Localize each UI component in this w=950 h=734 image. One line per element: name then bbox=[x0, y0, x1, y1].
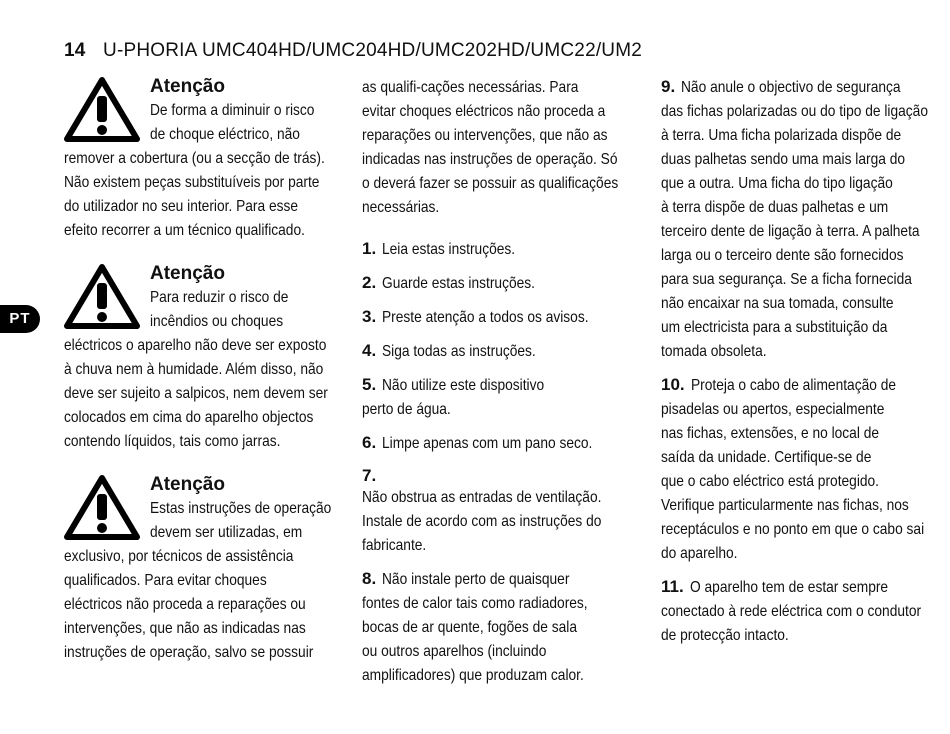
instruction-text-line: que o cabo eléctrico está protegido. bbox=[661, 473, 880, 490]
instruction-text-line: que a outra. Uma ficha do tipo ligação bbox=[661, 175, 893, 192]
warning-title: Atenção bbox=[150, 474, 225, 495]
instruction-number: 1. bbox=[362, 239, 377, 258]
warning-text-line: contendo líquidos, tais como jarras. bbox=[64, 433, 281, 450]
instruction-text-line: conectado à rede eléctrica com o condutor bbox=[661, 603, 922, 620]
text-line: indicadas nas instruções de operação. Só bbox=[362, 151, 618, 168]
warning-header bbox=[64, 263, 339, 334]
instruction-item bbox=[362, 306, 637, 330]
instruction-first-line bbox=[661, 374, 943, 398]
warning-text-line: qualificados. Para evitar choques bbox=[64, 572, 267, 589]
instruction-first-line bbox=[362, 374, 637, 398]
instruction-first-line bbox=[362, 340, 637, 364]
instruction-text-line: Não instale perto de quaisquer bbox=[382, 571, 570, 588]
instruction-first-line bbox=[362, 568, 637, 592]
instruction-number: 9. bbox=[661, 77, 676, 96]
instruction-number: 11. bbox=[661, 577, 684, 596]
instruction-item bbox=[362, 340, 637, 364]
instruction-text-line: Não anule o objectivo de segurança bbox=[681, 79, 901, 96]
instruction-text-line: não encaixar na sua tomada, consulte bbox=[661, 295, 894, 312]
instruction-text-line: duas palhetas sendo uma mais larga do bbox=[661, 151, 906, 168]
text-line: evitar choques eléctricos não proceda a bbox=[362, 103, 606, 120]
instruction-text-line: Verifique particularmente nas fichas, nos bbox=[661, 497, 909, 514]
instruction-text-line: Não utilize este dispositivo bbox=[382, 377, 545, 394]
instruction-text-line: O aparelho tem de estar sempre bbox=[689, 579, 888, 596]
page-number: 14 bbox=[64, 40, 86, 61]
instruction-item bbox=[362, 432, 637, 456]
warning-text-line: incêndios ou choques bbox=[150, 313, 284, 330]
language-tab: PT bbox=[0, 305, 40, 333]
instruction-text-line: ou outros aparelhos (incluindo bbox=[362, 643, 547, 660]
instruction-first-line bbox=[362, 272, 637, 296]
instruction-text-line: perto de água. bbox=[362, 401, 451, 418]
instruction-text-line: pisadelas ou apertos, especialmente bbox=[661, 401, 885, 418]
instruction-text-line: amplificadores) que produzam calor. bbox=[362, 667, 584, 684]
warning-text-line: devem ser utilizadas, em bbox=[150, 524, 303, 541]
instruction-number: 8. bbox=[362, 569, 377, 588]
instruction-text-line: larga ou o terceiro dente são fornecidos bbox=[661, 247, 904, 264]
instruction-text-line: receptáculos e no ponto em que o cabo sai bbox=[661, 521, 925, 538]
instruction-text-line: tomada obsoleta. bbox=[661, 343, 767, 360]
instruction-text-line: um electricista para a substituição da bbox=[661, 319, 888, 336]
warning-text-line: Estas instruções de operação bbox=[150, 500, 332, 517]
warning-text-line: remover a cobertura (ou a secção de trás). bbox=[64, 150, 325, 167]
warning-header bbox=[64, 474, 339, 545]
instruction-number: 7. bbox=[362, 466, 377, 485]
instruction-text-line: bocas de ar quente, fogões de sala bbox=[362, 619, 577, 636]
instruction-text-line: fontes de calor tais como radiadores, bbox=[362, 595, 588, 612]
instruction-item bbox=[661, 374, 943, 566]
instruction-number: 3. bbox=[362, 307, 377, 326]
instruction-text-line: do aparelho. bbox=[661, 545, 738, 562]
warning-text-line: instruções de operação, salvo se possuir bbox=[64, 644, 314, 661]
instruction-first-line bbox=[661, 576, 943, 600]
column-3 bbox=[661, 76, 943, 648]
warning-text-line: intervenções, que não as indicadas nas bbox=[64, 620, 306, 637]
warning-text-line: de choque eléctrico, não bbox=[150, 126, 300, 143]
document-title: U-PHORIA UMC404HD/UMC204HD/UMC202HD/UMC22/UM2 bbox=[103, 40, 643, 61]
instruction-number: 6. bbox=[362, 433, 377, 452]
text-line: o deverá fazer se possuir as qualificações bbox=[362, 175, 619, 192]
warning-title: Atenção bbox=[150, 263, 225, 284]
instruction-text-line: das fichas polarizadas ou do tipo de ligação bbox=[661, 103, 928, 120]
instruction-text-line: à terra. Uma ficha polarizada dispõe de bbox=[661, 127, 902, 144]
warning-text-line: à chuva nem à humidade. Além disso, não bbox=[64, 361, 324, 378]
instruction-item bbox=[661, 576, 943, 648]
page-header bbox=[64, 40, 642, 62]
instruction-first-line bbox=[362, 306, 637, 330]
instruction-text-line: Guarde estas instruções. bbox=[382, 275, 536, 292]
instruction-item bbox=[362, 466, 637, 558]
instruction-text-line: à terra dispõe de duas palhetas e um bbox=[661, 199, 889, 216]
instruction-text-line: saída da unidade. Certifique-se de bbox=[661, 449, 872, 466]
warning-triangle-icon bbox=[64, 474, 140, 540]
instruction-first-line bbox=[362, 238, 637, 262]
instruction-text-line: Leia estas instruções. bbox=[382, 241, 516, 258]
warning-text-line: exclusivo, por técnicos de assistência bbox=[64, 548, 294, 565]
warning-text-line: Para reduzir o risco de bbox=[150, 289, 289, 306]
instruction-item bbox=[362, 272, 637, 296]
warning-text-line: do utilizador no seu interior. Para esse bbox=[64, 198, 299, 215]
instruction-text-line: Preste atenção a todos os avisos. bbox=[382, 309, 589, 326]
instruction-text-line: para sua segurança. Se a ficha fornecida bbox=[661, 271, 912, 288]
instruction-text-line: Proteja o cabo de alimentação de bbox=[690, 377, 896, 394]
text-line: reparações ou intervenções, que não as bbox=[362, 127, 608, 144]
warning-block bbox=[64, 76, 339, 243]
continued-paragraph bbox=[362, 76, 637, 220]
instruction-text-line: Limpe apenas com um pano seco. bbox=[382, 435, 593, 452]
warning-triangle-icon bbox=[64, 76, 140, 142]
instruction-text-line: de protecção intacto. bbox=[661, 627, 789, 644]
instruction-text-line: terceiro dente de ligação à terra. A palheta bbox=[661, 223, 920, 240]
instruction-text-line: nas fichas, extensões, e no local de bbox=[661, 425, 880, 442]
warning-text-line: De forma a diminuir o risco bbox=[150, 102, 315, 119]
warning-body bbox=[64, 147, 339, 243]
warning-body bbox=[64, 545, 339, 665]
instruction-number: 10. bbox=[661, 375, 685, 394]
text-line: as qualifi-cações necessárias. Para bbox=[362, 79, 579, 96]
warning-block bbox=[64, 263, 339, 454]
instruction-number: 4. bbox=[362, 341, 377, 360]
instruction-number: 2. bbox=[362, 273, 377, 292]
warning-header bbox=[64, 76, 339, 147]
warning-text-line: colocados em cima do aparelho objectos bbox=[64, 409, 314, 426]
instruction-item bbox=[661, 76, 943, 364]
warning-text-line: deve ser sujeito a salpicos, nem devem ser bbox=[64, 385, 328, 402]
text-line: necessárias. bbox=[362, 199, 440, 216]
warning-body bbox=[64, 334, 339, 454]
warning-text-line: efeito recorrer a um técnico qualificado. bbox=[64, 222, 305, 239]
warning-triangle-icon bbox=[64, 263, 140, 329]
instruction-item bbox=[362, 374, 637, 422]
instruction-item bbox=[362, 568, 637, 688]
warning-text-line: Não existem peças substituíveis por parte bbox=[64, 174, 320, 191]
instruction-first-line bbox=[362, 432, 637, 456]
column-1 bbox=[64, 76, 339, 685]
warning-title: Atenção bbox=[150, 76, 225, 97]
instruction-number: 5. bbox=[362, 375, 377, 394]
instruction-text-line: Siga todas as instruções. bbox=[382, 343, 536, 360]
instruction-first-line bbox=[362, 466, 637, 510]
column-2 bbox=[362, 76, 637, 688]
warning-text-line: eléctricos o aparelho não deve ser exposto bbox=[64, 337, 327, 354]
instruction-first-line bbox=[661, 76, 943, 100]
warning-block bbox=[64, 474, 339, 665]
instruction-text-line: Instale de acordo com as instruções do bbox=[362, 513, 602, 530]
warning-text-line: eléctricos não proceda a reparações ou bbox=[64, 596, 306, 613]
instruction-item bbox=[362, 238, 637, 262]
instruction-text-line: Não obstrua as entradas de ventilação. bbox=[362, 489, 602, 506]
instruction-text-line: fabricante. bbox=[362, 537, 427, 554]
